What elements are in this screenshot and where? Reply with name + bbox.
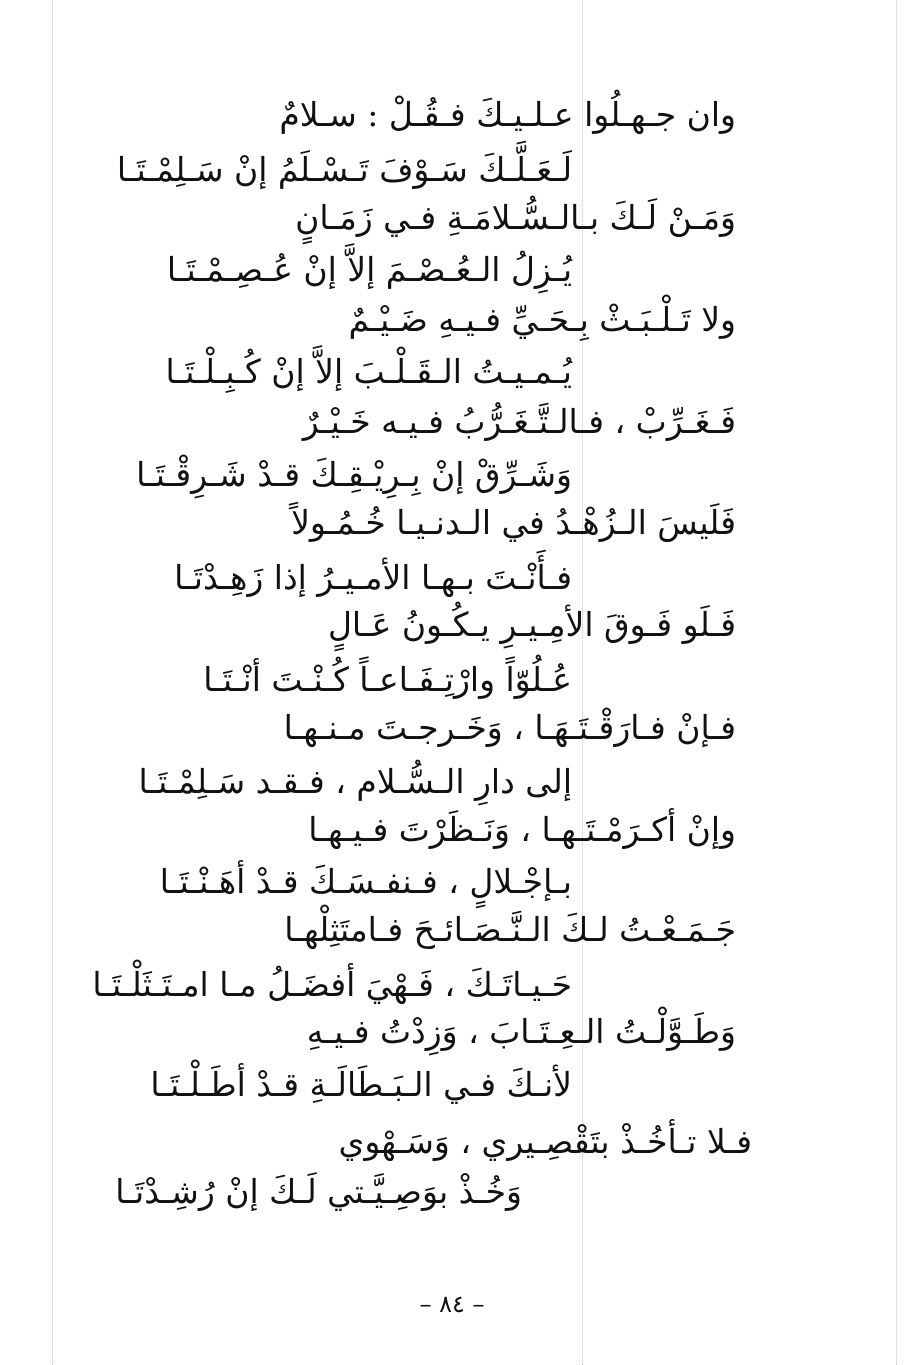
poem-line: ولا تَـلْـبَـثْ بِـحَـيِّ فـيـهِ ضَـيْـمٌ	[348, 300, 736, 339]
poem-line: فَلَيسَ الـزُهْـدُ في الـدنـيـا خُـمُـولاً	[291, 503, 736, 542]
poem-line: جَـمَـعْـتُ لـكَ الـنَّـصَـائـحَ فـامتَثِلْهـا	[284, 910, 736, 949]
poem-line: فـلا تـأخُـذْ بتَقْصِـيري ، وَسَـهْوي	[338, 1122, 752, 1161]
poem-line: حَـيـاتَـكَ ، فَـهْيَ أفضَـلُ مـا امـتَـثَلْـتَـا	[92, 965, 572, 1004]
poem-line: وإنْ أكـرَمْـتَـهـا ، وَنَـظَرْتَ فـيـهـا	[308, 810, 736, 849]
poem-line: وان جـهـلُوا عـلـيـكَ فـقُـلْ : سـلامٌ	[279, 95, 736, 134]
poem-line: وَطَـوَّلْـتُ الـعِـتَـابَ ، وَزِدْتُ فـيـهِ	[306, 1012, 736, 1051]
poem-line: يُـمـيـتُ الـقَـلْـبَ إلاَّ إنْ كُـبِـلْـتَـا	[165, 352, 572, 391]
poem-line: وَخُـذْ بوَصِـيَّـتي لَـكَ إنْ رُشِـدْتَـا	[115, 1172, 522, 1211]
poem-line: فَـغَـرِّبْ ، فـالـتَّـغَـرُّبُ فـيـه خَـيْـرٌ	[302, 402, 736, 441]
poem-line: إلى دارِ الـسُّـلام ، فـقـد سَـلِمْـتَـا	[138, 762, 572, 801]
poem-line: لَـعَـلَّـكَ سَـوْفَ تَـسْـلَمُ إنْ سَـلِمْـتَـا	[116, 150, 572, 189]
poem-line: بـإجْـلالٍ ، فـنفـسَـكَ قـدْ أهَـنْـتَـا	[159, 862, 572, 901]
page-number: – ٨٤ –	[419, 1290, 485, 1318]
poem-line: وَمَـنْ لَـكَ بـالـسُّـلامَـةِ فـي زَمَـانٍ	[295, 198, 736, 237]
poem-line: فَـلَو فَـوقَ الأمِـيـرِ يـكُـونُ عَـالٍ	[327, 605, 736, 644]
poem-line: وَشَـرِّقْ إنْ بِـرِيْـقِـكَ قـدْ شَـرِقْـتَـا	[136, 455, 572, 494]
poem-line: فـإنْ فـارَقْـتَـهَـا ، وَخَـرجـتَ مـنـهـا	[283, 708, 736, 747]
poem-line: فـأَنْـتَ بـهـا الأمـيـرُ إذا زَهِـدْتَـا	[174, 558, 572, 597]
poem-line: لأنـكَ فـي الـبَـطَالَـةِ قـدْ أطَـلْـتَـا	[150, 1065, 572, 1104]
poem-line: عُـلُوّاً وارْتِـفَـاعـاً كُـنْـتَ أنْـتَـا	[203, 660, 572, 699]
poem-line: يُـزِلُ الـعُـصْـمَ إلاَّ إنْ عُـصِـمْـتَـا	[166, 250, 572, 289]
